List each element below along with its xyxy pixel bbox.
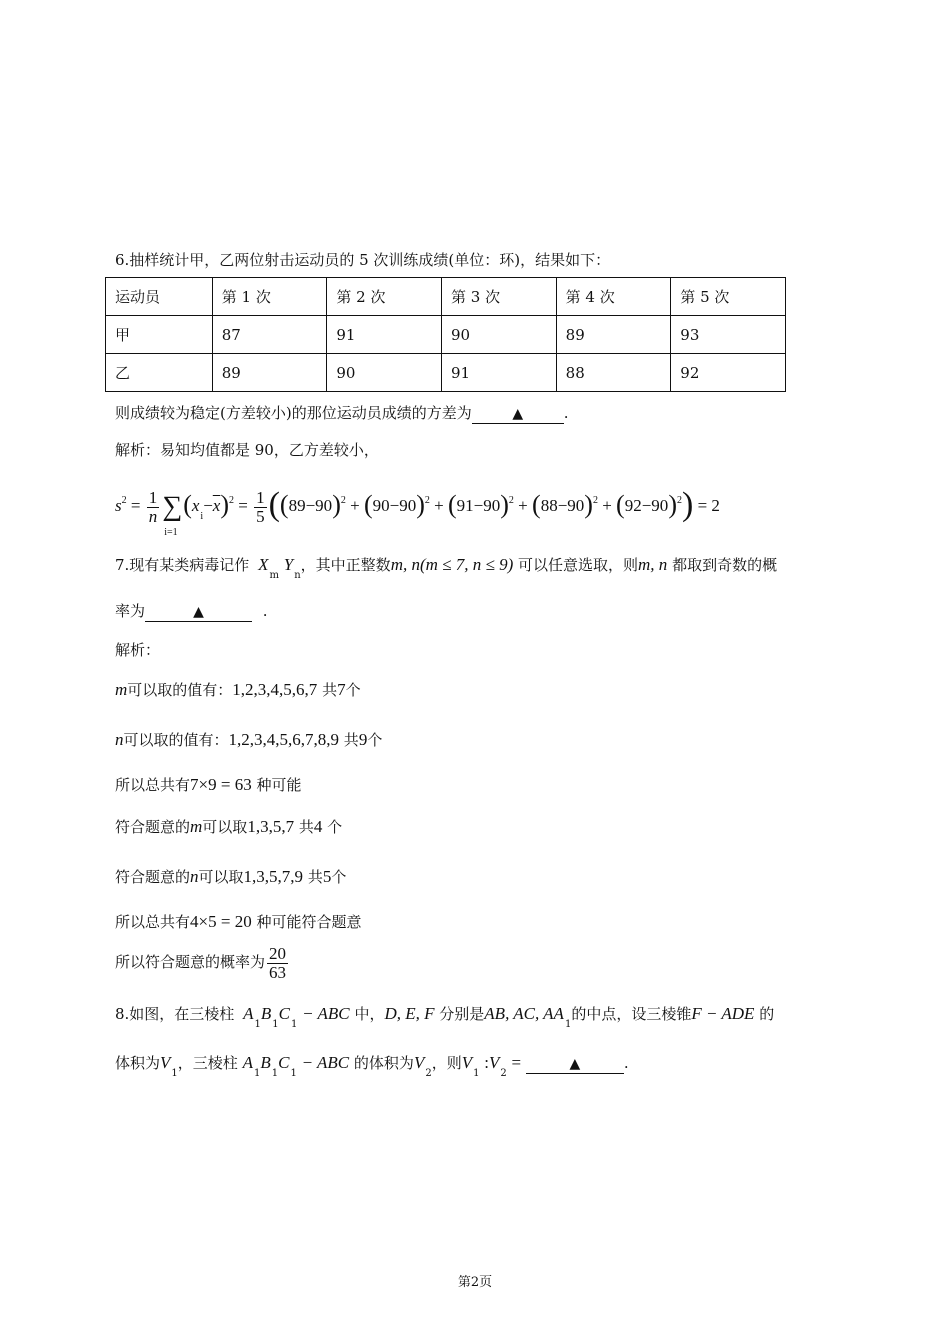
sub-1: 1 [253,1068,261,1079]
q6-score-table [105,277,786,392]
var-n: n [115,730,124,749]
formula-plus: + [350,496,360,515]
q8-line2-a: 体积为 [115,1054,161,1072]
edges: AB, AC, AA [484,1004,564,1023]
q7-mn: m, n [638,555,668,574]
q8-end: . [623,1054,629,1072]
values: 1,2,3,4,5,6,7,8,9 [228,730,340,749]
q8-stem-e: 的 [759,1005,775,1023]
text: 个 [331,868,347,886]
formula-term: 88−90 [540,496,585,515]
formula-frac-1-5 [254,489,267,526]
formula-sq: 2 [424,495,430,506]
formula-plus: + [602,496,612,515]
prism-b: B [260,1053,271,1072]
formula-sq: 2 [229,495,234,506]
formula-i: i [200,511,204,522]
frac-num: 20 [269,943,287,963]
values: 1,3,5,7 [247,817,295,836]
virus-x: X [258,555,269,574]
formula-plus: + [434,496,444,515]
page-number: 第2页 [457,1275,493,1290]
formula-paren: ( [363,490,373,519]
table-header-cell: 第 3 次 [442,278,557,316]
q7-stem-a: 7.现有某类病毒记作 [115,556,250,574]
q8-stem-line2 [115,1053,629,1079]
text: 共 [343,731,359,749]
table-header-cell: 运动员 [106,278,213,316]
triangle-icon: ▲ [193,604,204,620]
text: 可以取的值有： [123,731,229,749]
equation: 7×9 = 63 [190,775,252,794]
q6-question-text: 则成绩较为稳定(方差较小)的那位运动员成绩的方差为 [115,404,472,422]
q6-question [115,403,569,424]
formula-sq: 2 [592,495,598,506]
formula-paren: ) [416,490,425,519]
q7-condition: m, n(m ≤ 7, n ≤ 9) [390,555,514,574]
table-cell: 93 [671,316,786,354]
text: 个 [327,818,343,836]
formula-plus: + [518,496,528,515]
q7-analysis-line [115,775,302,795]
volume-v: V [413,1053,425,1072]
q7-stem2-end: . [262,602,268,620]
formula-s: s [115,496,122,515]
q7-analysis-line [115,942,290,982]
text: 个 [345,681,361,699]
table-cell: 甲 [106,316,213,354]
q7-answer-blank [145,603,252,622]
text: 符合题意的 [115,818,191,836]
text: 共 [298,818,314,836]
table-header-cell: 第 1 次 [212,278,327,316]
text: 共 [307,868,323,886]
q7-analysis-line [115,912,362,932]
text: 可以取 [198,868,244,886]
table-cell: 89 [556,316,671,354]
formula-term: 90−90 [372,496,417,515]
pyramid: F − ADE [691,1004,755,1023]
sub-1: 1 [290,1019,298,1030]
sub-1: 1 [290,1068,297,1079]
frac-den: 5 [256,506,265,526]
probability-fraction [267,945,288,982]
prism-rest: − ABC [302,1004,350,1023]
text: 共 [322,681,338,699]
formula-eq: = [238,496,248,515]
virus-n: n [294,570,301,581]
formula-result: = 2 [697,496,720,515]
text: 可以取 [202,818,248,836]
frac-num: 1 [256,487,265,507]
q7-analysis-line [115,730,382,750]
table-row [106,354,786,392]
text: 种可能 [256,776,302,794]
ratio-colon: : [484,1053,489,1072]
table-header-row [106,278,786,316]
q8-stem-line1 [115,1004,775,1030]
triangle-icon: ▲ [569,1056,581,1072]
formula-term: 89−90 [288,496,333,515]
sub-1: 1 [171,1068,178,1079]
var-n: n [190,867,199,886]
values: 1,2,3,4,5,6,7 [232,680,318,699]
sum-lower-index: i=1 [164,527,178,538]
formula-frac-1-n [147,489,160,526]
table-header-cell: 第 2 次 [327,278,442,316]
text: 符合题意的 [115,868,191,886]
q6-analysis: 解析：易知均值都是 90，乙方差较小， [115,441,379,459]
q7-stem-line1 [115,555,778,581]
q7-stem2: 率为 [115,602,146,620]
q6-answer-blank [472,405,564,424]
q8-line2-c: 的体积为 [353,1054,414,1072]
formula-eq: = [130,496,141,515]
volume-v: V [160,1053,171,1072]
table-cell: 92 [671,354,786,392]
virus-y: Y [283,555,294,574]
q8-stem-b: 中， [354,1005,385,1023]
frac-den: 63 [269,962,287,982]
q8-line2-b: ，三棱柱 [177,1054,238,1072]
sigma-icon: ∑ [162,491,183,522]
count: 5 [322,867,332,886]
formula-paren: ( [268,486,280,523]
formula-sum [161,480,183,538]
formula-paren: ( [616,490,625,519]
table-cell: 87 [212,316,327,354]
q7-stem-line2 [115,601,268,622]
table-row [106,316,786,354]
formula-paren: ) [681,486,694,523]
triangle-icon: ▲ [512,406,524,422]
frac-den: n [148,506,158,526]
count: 4 [313,817,323,836]
ratio-eq: = [511,1053,522,1072]
q8-stem-a: 8.如图，在三棱柱 [115,1005,235,1023]
q7-stem-b: ，其中正整数 [300,556,391,574]
frac-num: 1 [148,487,158,507]
q8-stem-c: 分别是 [439,1005,485,1023]
formula-paren: ( [183,490,192,519]
text: 个 [367,731,383,749]
formula-paren: ( [532,490,541,519]
q6-stem: 6.抽样统计甲，乙两位射击运动员的 5 次训练成绩(单位：环)，结果如下： [115,251,611,269]
sub-2: 2 [425,1068,432,1079]
q8-stem-d: 的中点，设三棱锥 [571,1005,692,1023]
table-cell: 89 [212,354,327,392]
table-cell: 91 [327,316,442,354]
q7-analysis-title: 解析： [115,641,161,659]
sub-1: 1 [271,1068,279,1079]
formula-minus: − [203,496,213,515]
formula-sq: 2 [508,495,514,506]
table-cell: 乙 [106,354,213,392]
q7-analysis-line [115,817,342,837]
text: 可以取的值有： [127,681,233,699]
q7-analysis-line [115,867,346,887]
formula-paren: ( [279,490,289,519]
count: 7 [337,680,346,699]
text: 种可能符合题意 [256,913,362,931]
sub-1: 1 [564,1019,572,1030]
count: 9 [358,730,368,749]
sub-1: 1 [272,1019,279,1030]
equation: 4×5 = 20 [190,912,252,931]
q8-answer-blank [526,1055,624,1074]
q7-stem-d: 都取到奇数的概 [672,556,778,574]
formula-paren: ) [668,490,677,519]
table-header-cell: 第 5 次 [671,278,786,316]
formula-sq: 2 [121,495,127,506]
table-cell: 90 [442,316,557,354]
q8-line2-d: ，则 [431,1054,462,1072]
table-cell: 90 [327,354,442,392]
prism-b: B [260,1004,272,1023]
q6-variance-formula [115,478,720,538]
formula-paren: ) [332,490,341,519]
q7-stem-c: 可以任意选取，则 [518,556,639,574]
points-def: D, E, F [384,1004,435,1023]
formula-paren: ) [584,490,593,519]
text: 所以符合题意的概率为 [115,953,266,971]
q6-question-end: . [563,404,569,422]
prism-c: C [278,1053,290,1072]
text: 所以总共有 [115,913,191,931]
formula-x: x [191,496,200,515]
formula-paren: ( [447,490,457,519]
prism-a: A [242,1053,253,1072]
formula-sq: 2 [340,495,346,506]
table-cell: 91 [442,354,557,392]
table-header-cell: 第 4 次 [556,278,671,316]
volume-v: V [461,1053,473,1072]
var-m: m [190,817,203,836]
formula-sq: 2 [676,495,682,506]
text: 所以总共有 [115,776,191,794]
sub-1: 1 [254,1019,261,1030]
formula-term: 92−90 [624,496,669,515]
prism-a: A [243,1004,254,1023]
formula-xbar: $\overline{x}$ [212,496,221,515]
values: 1,3,5,7,9 [243,867,304,886]
formula-term: 91−90 [456,496,501,515]
sub-2: 2 [500,1068,507,1079]
formula-paren: ) [500,490,509,519]
var-m: m [115,680,128,699]
table-cell: 88 [556,354,671,392]
formula-paren: ) [220,490,229,519]
volume-v: V [489,1053,500,1072]
q7-analysis-line [115,680,361,700]
prism-rest: − ABC [301,1053,350,1072]
prism-c: C [278,1004,290,1023]
sub-1: 1 [473,1068,480,1079]
virus-m: m [269,570,279,581]
